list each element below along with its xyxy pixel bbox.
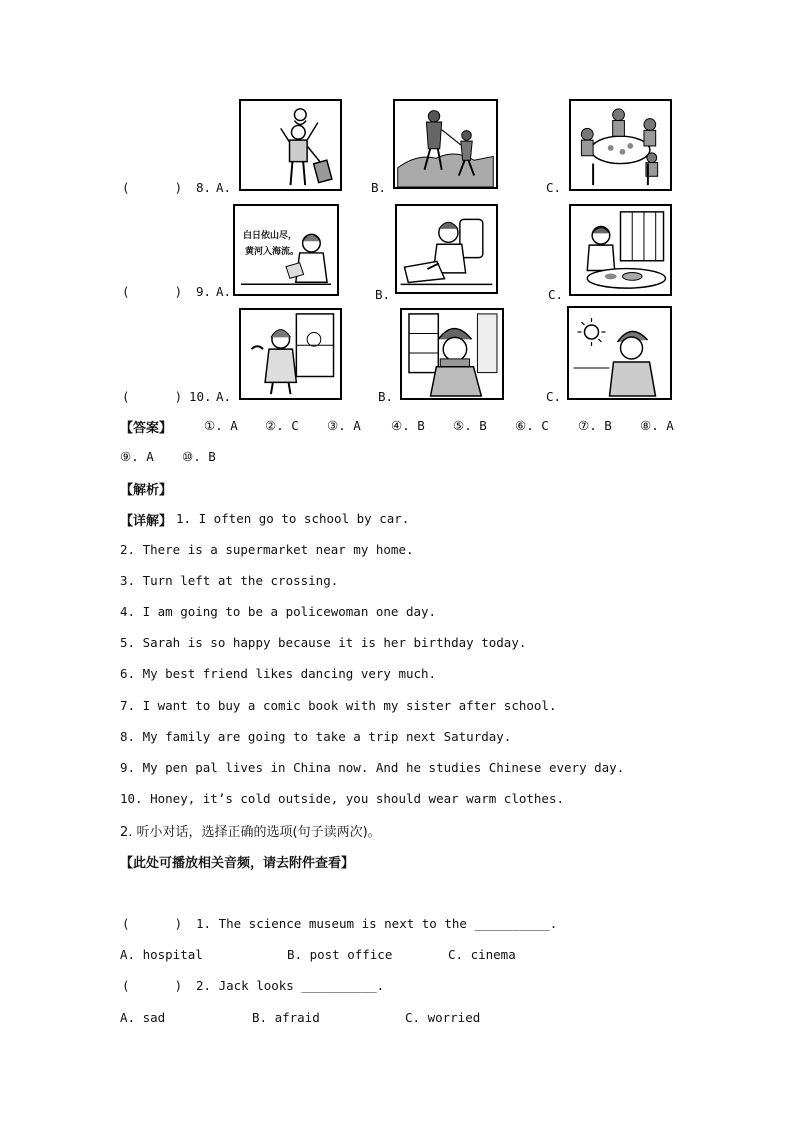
analysis-line-8: 8. My family are going to take a trip next Saturday. bbox=[120, 729, 512, 744]
answer-item-7: ⑦. B bbox=[578, 418, 612, 433]
q8-option-a-label: A. bbox=[216, 180, 232, 195]
answer-item-5: ⑤. B bbox=[453, 418, 487, 433]
s2-q1-option-b[interactable]: B. post office bbox=[287, 947, 393, 962]
analysis-line-4: 4. I am going to be a policewoman one day. bbox=[120, 604, 437, 619]
analysis-line-9: 9. My pen pal lives in China now. And he studies Chinese every day. bbox=[120, 760, 625, 775]
q9a-poem-line1: 白日依山尽， bbox=[243, 231, 298, 241]
q8-paren[interactable]: ( ) bbox=[122, 180, 183, 195]
q8-number: 8. bbox=[196, 180, 212, 195]
q10-option-b-image bbox=[400, 308, 504, 400]
analysis-line-3: 3. Turn left at the crossing. bbox=[120, 573, 339, 588]
q9a-poem-line2: 黄河入海流。 bbox=[245, 247, 300, 257]
q8-option-a-image bbox=[239, 99, 342, 191]
analysis-line-6: 6. My best friend likes dancing very much. bbox=[120, 666, 437, 681]
answer-item-6: ⑥. C bbox=[515, 418, 549, 433]
q8-option-c-label: C. bbox=[546, 180, 562, 195]
s2-q1-option-c[interactable]: C. cinema bbox=[448, 947, 516, 962]
q8-option-b-image bbox=[393, 99, 498, 189]
q9-option-c-label: C. bbox=[548, 287, 564, 302]
q9-option-a-label: A. bbox=[216, 284, 232, 299]
answer-item-3: ③. A bbox=[327, 418, 361, 433]
q9-option-a-image bbox=[233, 204, 339, 296]
q8-option-c-image bbox=[569, 99, 672, 191]
s2-q1-paren[interactable]: ( ) bbox=[122, 916, 183, 931]
s2-q2-option-c[interactable]: C. worried bbox=[405, 1010, 481, 1025]
q9-option-b-label: B. bbox=[375, 287, 391, 302]
answer-item-8: ⑧. A bbox=[640, 418, 674, 433]
s2-q2-text: 2. Jack looks __________. bbox=[196, 978, 385, 993]
s2-q2-option-a[interactable]: A. sad bbox=[120, 1010, 166, 1025]
analysis-line-5: 5. Sarah is so happy because it is her birthday today. bbox=[120, 635, 527, 650]
s2-q1-option-a[interactable]: A. hospital bbox=[120, 947, 203, 962]
analysis-line-10: 10. Honey, it’s cold outside, you should wear warm clothes. bbox=[120, 791, 565, 806]
s2-q2-option-b[interactable]: B. afraid bbox=[252, 1010, 320, 1025]
analysis-line-1: 1. I often go to school by car. bbox=[176, 511, 410, 526]
answer-item-4: ④. B bbox=[391, 418, 425, 433]
detail-label: 【详解】 bbox=[120, 514, 173, 529]
section2-title: 2. 听小对话，选择正确的选项(句子读两次)。 bbox=[120, 825, 381, 840]
s2-q1-text: 1. The science museum is next to the __________. bbox=[196, 916, 558, 931]
q10-option-b-label: B. bbox=[378, 389, 394, 404]
q10-paren[interactable]: ( ) bbox=[122, 389, 183, 404]
q9-option-c-image bbox=[569, 204, 672, 296]
analysis-line-7: 7. I want to buy a comic book with my sister after school. bbox=[120, 698, 557, 713]
q10-option-a-label: A. bbox=[216, 389, 232, 404]
answer-label: 【答案】 bbox=[120, 421, 173, 436]
q10-option-c-label: C. bbox=[546, 389, 562, 404]
q9-option-b-image bbox=[395, 204, 498, 294]
analysis-label: 【解析】 bbox=[120, 483, 173, 498]
q8-option-b-label: B. bbox=[371, 180, 387, 195]
answer-item-2: ②. C bbox=[265, 418, 299, 433]
q10-number: 10. bbox=[189, 389, 212, 404]
analysis-line-2: 2. There is a supermarket near my home. bbox=[120, 542, 414, 557]
answer-item-10: ⑩. B bbox=[182, 449, 216, 464]
s2-q2-paren[interactable]: ( ) bbox=[122, 978, 183, 993]
q9-number: 9. bbox=[196, 284, 212, 299]
audio-note[interactable]: 【此处可播放相关音频，请去附件查看】 bbox=[120, 856, 355, 871]
q9-paren[interactable]: ( ) bbox=[122, 284, 183, 299]
q10-option-a-image bbox=[239, 308, 342, 400]
answer-item-9: ⑨. A bbox=[120, 449, 154, 464]
q10-option-c-image bbox=[567, 306, 672, 400]
answer-item-1: ①. A bbox=[204, 418, 238, 433]
